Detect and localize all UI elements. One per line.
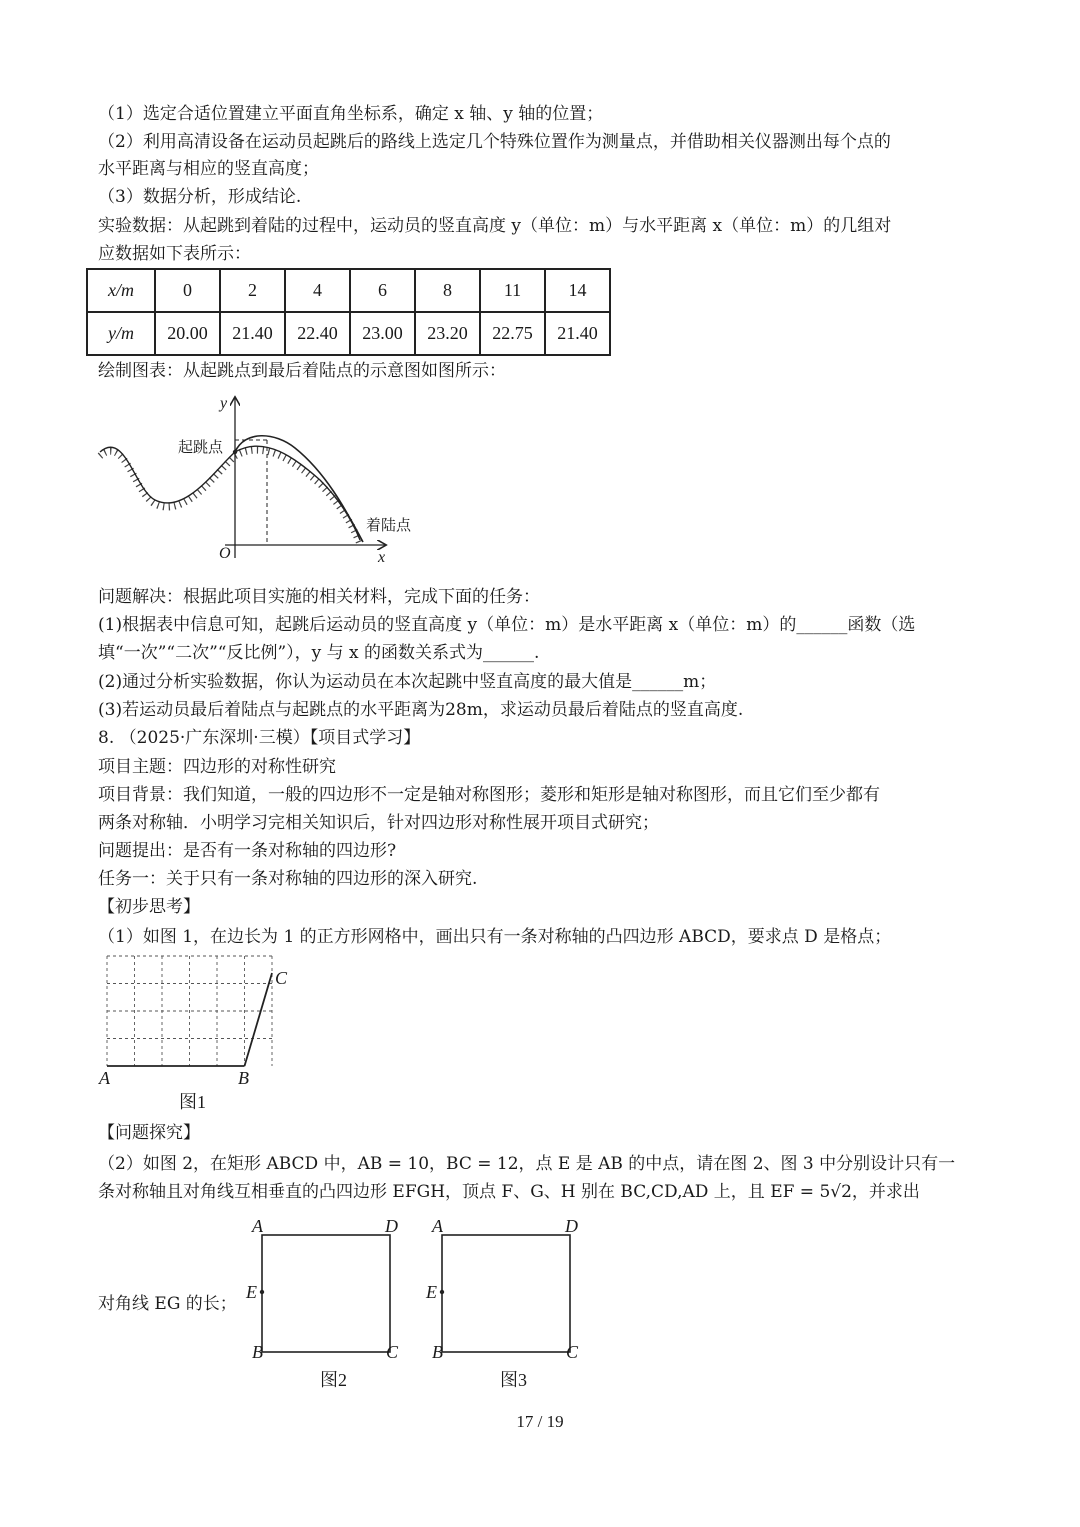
takeoff-point — [233, 450, 237, 454]
step-2-line2: 水平距离与相应的竖直高度； — [98, 159, 319, 179]
experiment-line2: 应数据如下表所示： — [98, 244, 251, 264]
figure-3-caption: 图3 — [500, 1370, 527, 1390]
project-background-line2: 两条对称轴．小明学习完相关知识后，针对四边形对称性展开项目式研究； — [98, 813, 659, 833]
problem-8-heading: 8. （2025·广东深圳·三模）【项目式学习】 — [98, 728, 421, 748]
point-e — [440, 1290, 444, 1294]
figure-1-caption: 图1 — [179, 1092, 206, 1112]
chart-caption: 绘制图表：从起跳点到最后着陆点的示意图如图所示： — [98, 361, 506, 381]
point-b-label: B — [238, 1068, 249, 1088]
point-a-label: A — [99, 1068, 110, 1088]
label-d: D — [385, 1216, 398, 1236]
question-3: (3)若运动员最后着陆点与起跳点的水平距离为28m，求运动员最后着陆点的竖直高度. — [98, 700, 744, 720]
task-1: 任务一：关于只有一条对称轴的四边形的深入研究. — [98, 869, 478, 889]
slope-hatching — [100, 450, 360, 544]
table-cell: 20.00 — [155, 312, 220, 355]
table-cell: 11 — [480, 269, 545, 312]
figure-3-rectangle — [420, 1210, 590, 1370]
ski-slope — [100, 446, 360, 540]
table-cell: 6 — [350, 269, 415, 312]
point-c-label: C — [275, 968, 288, 988]
jump-trajectory — [235, 436, 363, 542]
label-b: B — [252, 1342, 263, 1362]
table-cell: 14 — [545, 269, 610, 312]
table-cell: 21.40 — [545, 312, 610, 355]
label-e: E — [426, 1282, 437, 1302]
problem-explore: 【问题探究】 — [98, 1123, 200, 1143]
figure-2-caption: 图2 — [320, 1370, 347, 1390]
label-b: B — [432, 1342, 443, 1362]
part-2-line1: （2）如图 2，在矩形 ABCD 中，AB = 10，BC = 12，点 E 是 AB 的中点，请在图 2、图 3 中分别设计只有一 — [98, 1154, 956, 1174]
project-background-line1: 项目背景：我们知道，一般的四边形不一定是轴对称图形；菱形和矩形是轴对称图形，而且它们至少都有 — [98, 785, 880, 805]
step-3: （3）数据分析，形成结论. — [98, 187, 302, 207]
table-cell: 0 — [155, 269, 220, 312]
table-cell: 22.75 — [480, 312, 545, 355]
question-1-line2: 填“一次”“二次”“反比例”），y 与 x 的函数关系式为______. — [98, 643, 540, 663]
part-1: （1）如图 1，在边长为 1 的正方形网格中，画出只有一条对称轴的凸四边形 ABCD，要求点 D 是格点； — [98, 927, 892, 947]
takeoff-label: 起跳点 — [178, 440, 224, 456]
label-c: C — [386, 1342, 399, 1362]
x-axis-label: x — [378, 549, 386, 566]
problem-question: 问题提出：是否有一条对称轴的四边形? — [98, 841, 397, 861]
question-1-line1: (1)根据表中信息可知，起跳后运动员的竖直高度 y（单位：m）是水平距离 x（单位：m）的______函数（选 — [98, 615, 916, 635]
label-a: A — [252, 1216, 263, 1236]
label-c: C — [566, 1342, 579, 1362]
step-2-line1: （2）利用高清设备在运动员起跳后的路线上选定几个特殊位置作为测量点，并借助相关仪器测出每个点的 — [98, 132, 891, 152]
data-table — [86, 268, 611, 356]
table-cell: 21.40 — [220, 312, 285, 355]
y-axis-label: y — [220, 395, 228, 412]
page-number: 17 / 19 — [516, 1412, 564, 1431]
point-e — [260, 1290, 264, 1294]
experiment-line1: 实验数据：从起跳到着陆的过程中，运动员的竖直高度 y（单位：m）与水平距离 x（单位：m）的几组对 — [98, 216, 892, 236]
table-cell: 23.20 — [415, 312, 480, 355]
x-header: x/m — [87, 269, 155, 312]
ski-jump-figure — [90, 390, 430, 570]
table-row-y — [87, 312, 610, 355]
step-1: （1）选定合适位置建立平面直角坐标系，确定 x 轴、y 轴的位置； — [98, 104, 604, 124]
table-row-x — [87, 269, 610, 312]
figure-1-grid — [95, 948, 305, 1088]
table-cell: 8 — [415, 269, 480, 312]
y-header: y/m — [87, 312, 155, 355]
table-cell: 4 — [285, 269, 350, 312]
origin-label: O — [219, 545, 231, 562]
figure-2-rectangle — [240, 1210, 410, 1370]
table-cell: 22.40 — [285, 312, 350, 355]
table-cell: 2 — [220, 269, 285, 312]
part-2-line3: 对角线 EG 的长； — [98, 1294, 237, 1314]
label-e: E — [246, 1282, 257, 1302]
project-theme: 项目主题：四边形的对称性研究 — [98, 757, 336, 777]
label-a: A — [432, 1216, 443, 1236]
problem-intro: 问题解决：根据此项目实施的相关材料，完成下面的任务： — [98, 587, 540, 607]
segment-bc — [245, 973, 273, 1066]
preliminary-thinking: 【初步思考】 — [98, 897, 200, 917]
landing-label: 着陆点 — [366, 518, 412, 534]
label-d: D — [565, 1216, 578, 1236]
part-2-line2: 条对称轴且对角线互相垂直的凸四边形 EFGH，顶点 F、G、H 别在 BC,CD,AD 上，且 EF = 5√2，并求出 — [98, 1182, 920, 1202]
table-cell: 23.00 — [350, 312, 415, 355]
question-2: (2)通过分析实验数据，你认为运动员在本次起跳中竖直高度的最大值是______m； — [98, 672, 717, 692]
